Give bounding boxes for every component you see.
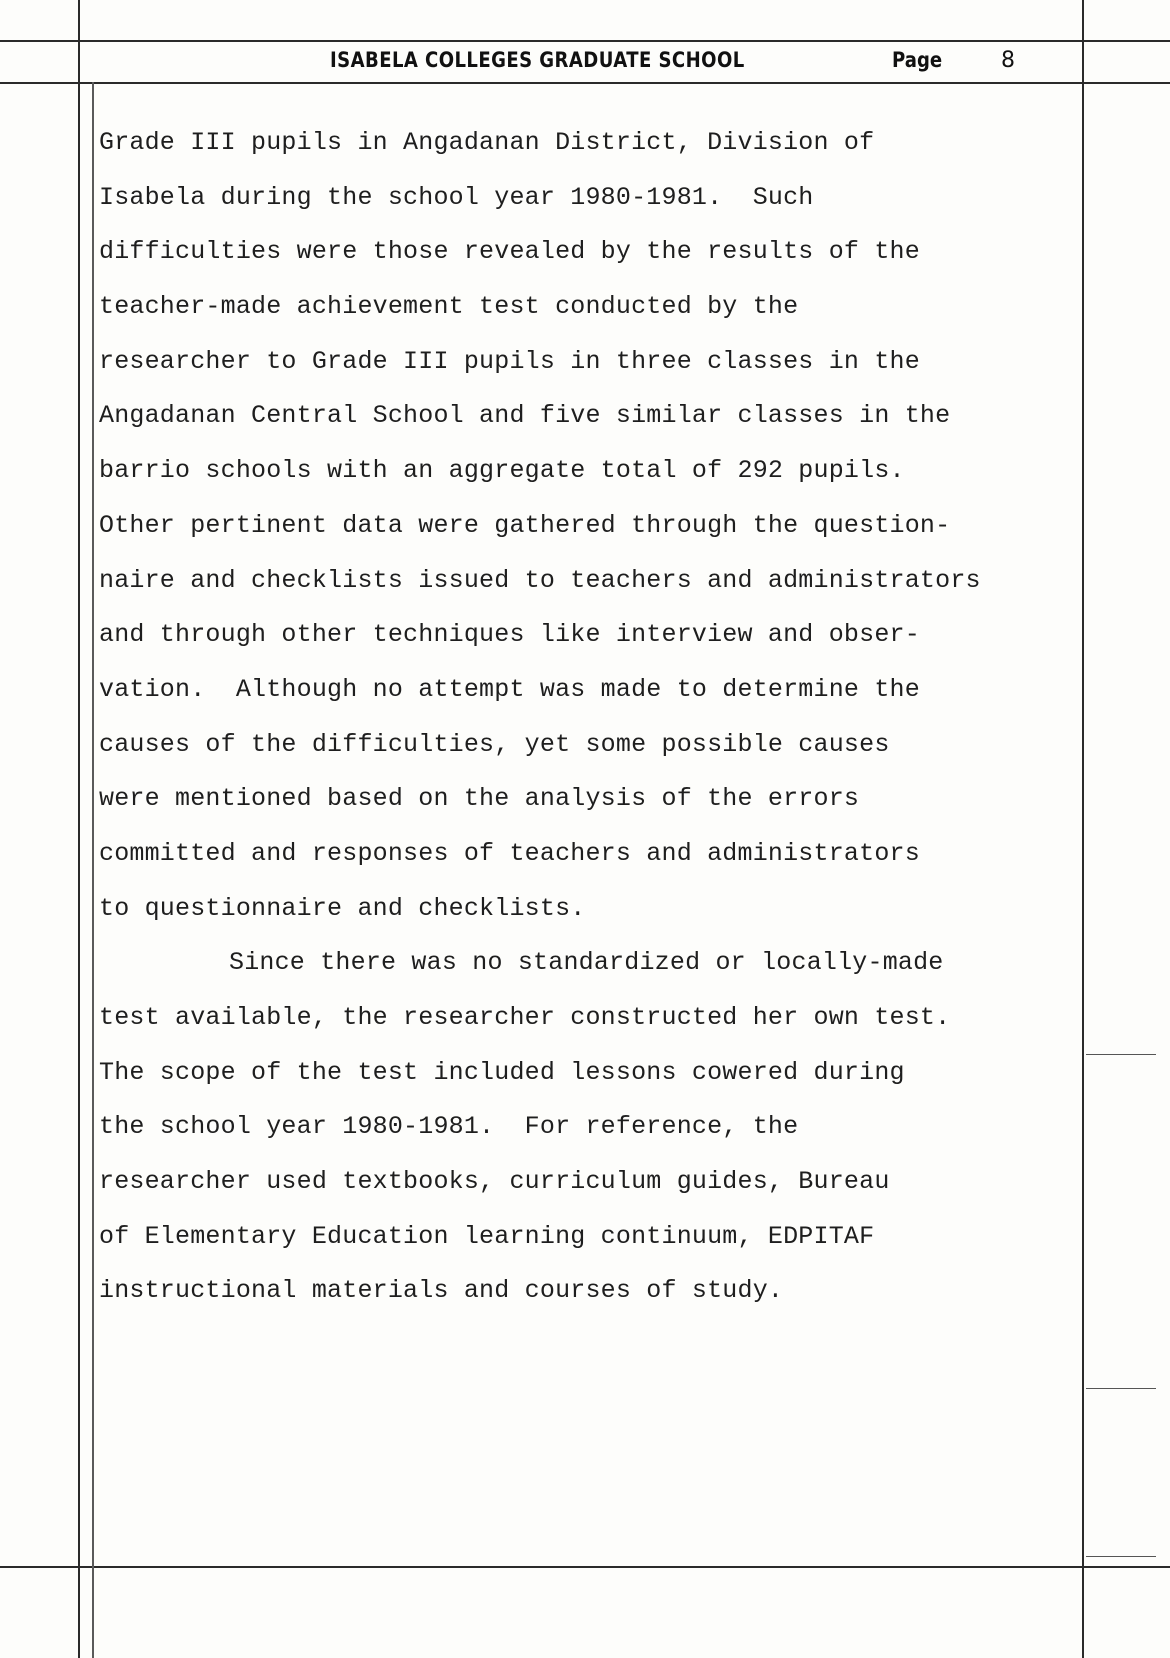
header-title: ISABELA COLLEGES GRADUATE SCHOOL [330, 48, 745, 72]
body-left-rule [92, 82, 94, 1658]
header-bottom-rule [0, 82, 1170, 84]
text-line: teacher-made achievement test conducted by the [99, 292, 799, 322]
footer-rule [0, 1566, 1170, 1568]
header-page-label: Page [892, 48, 943, 72]
text-line: were mentioned based on the analysis of the errors [99, 784, 860, 814]
text-line: The scope of the test included lessons cowered during [99, 1057, 905, 1087]
text-line: Other pertinent data were gathered through the question- [99, 510, 951, 540]
text-line: naire and checklists issued to teachers and administrators [99, 565, 981, 595]
text-line: instructional materials and courses of study. [99, 1276, 784, 1306]
text-line: researcher to Grade III pupils in three classes in the [99, 346, 920, 376]
right-margin-rule [1082, 0, 1084, 1658]
text-line: committed and responses of teachers and administrators [99, 838, 920, 868]
text-line: vation. Although no attempt was made to determine the [99, 674, 920, 704]
text-line: the school year 1980-1981. For reference, the [99, 1112, 799, 1142]
text-line: difficulties were those revealed by the results of the [99, 237, 920, 267]
text-line: and through other techniques like interview and obser- [99, 620, 920, 650]
text-line: to questionnaire and checklists. [99, 893, 586, 923]
header-top-rule [0, 40, 1170, 42]
text-line: Grade III pupils in Angadanan District, Division of [99, 128, 875, 157]
right-margin-tick [1086, 1054, 1156, 1055]
left-margin-rule [78, 0, 80, 1658]
body-text [99, 116, 1069, 1319]
header-page-number: 8 [1001, 48, 1015, 73]
text-line: Angadanan Central School and five similar classes in the [99, 401, 951, 431]
text-line: Isabela during the school year 1980-1981. Such [99, 182, 814, 212]
text-line: researcher used textbooks, curriculum guides, Bureau [99, 1167, 890, 1197]
text-line: causes of the difficulties, yet some possible causes [99, 729, 890, 759]
right-margin-tick [1086, 1388, 1156, 1389]
text-line: barrio schools with an aggregate total of 292 pupils. [99, 456, 905, 486]
text-line: test available, the researcher constructed her own test. [99, 1003, 951, 1032]
right-margin-tick [1086, 1556, 1156, 1557]
text-line: of Elementary Education learning continuum, EDPITAF [99, 1221, 875, 1251]
text-line: Since there was no standardized or locally-made [229, 948, 944, 978]
